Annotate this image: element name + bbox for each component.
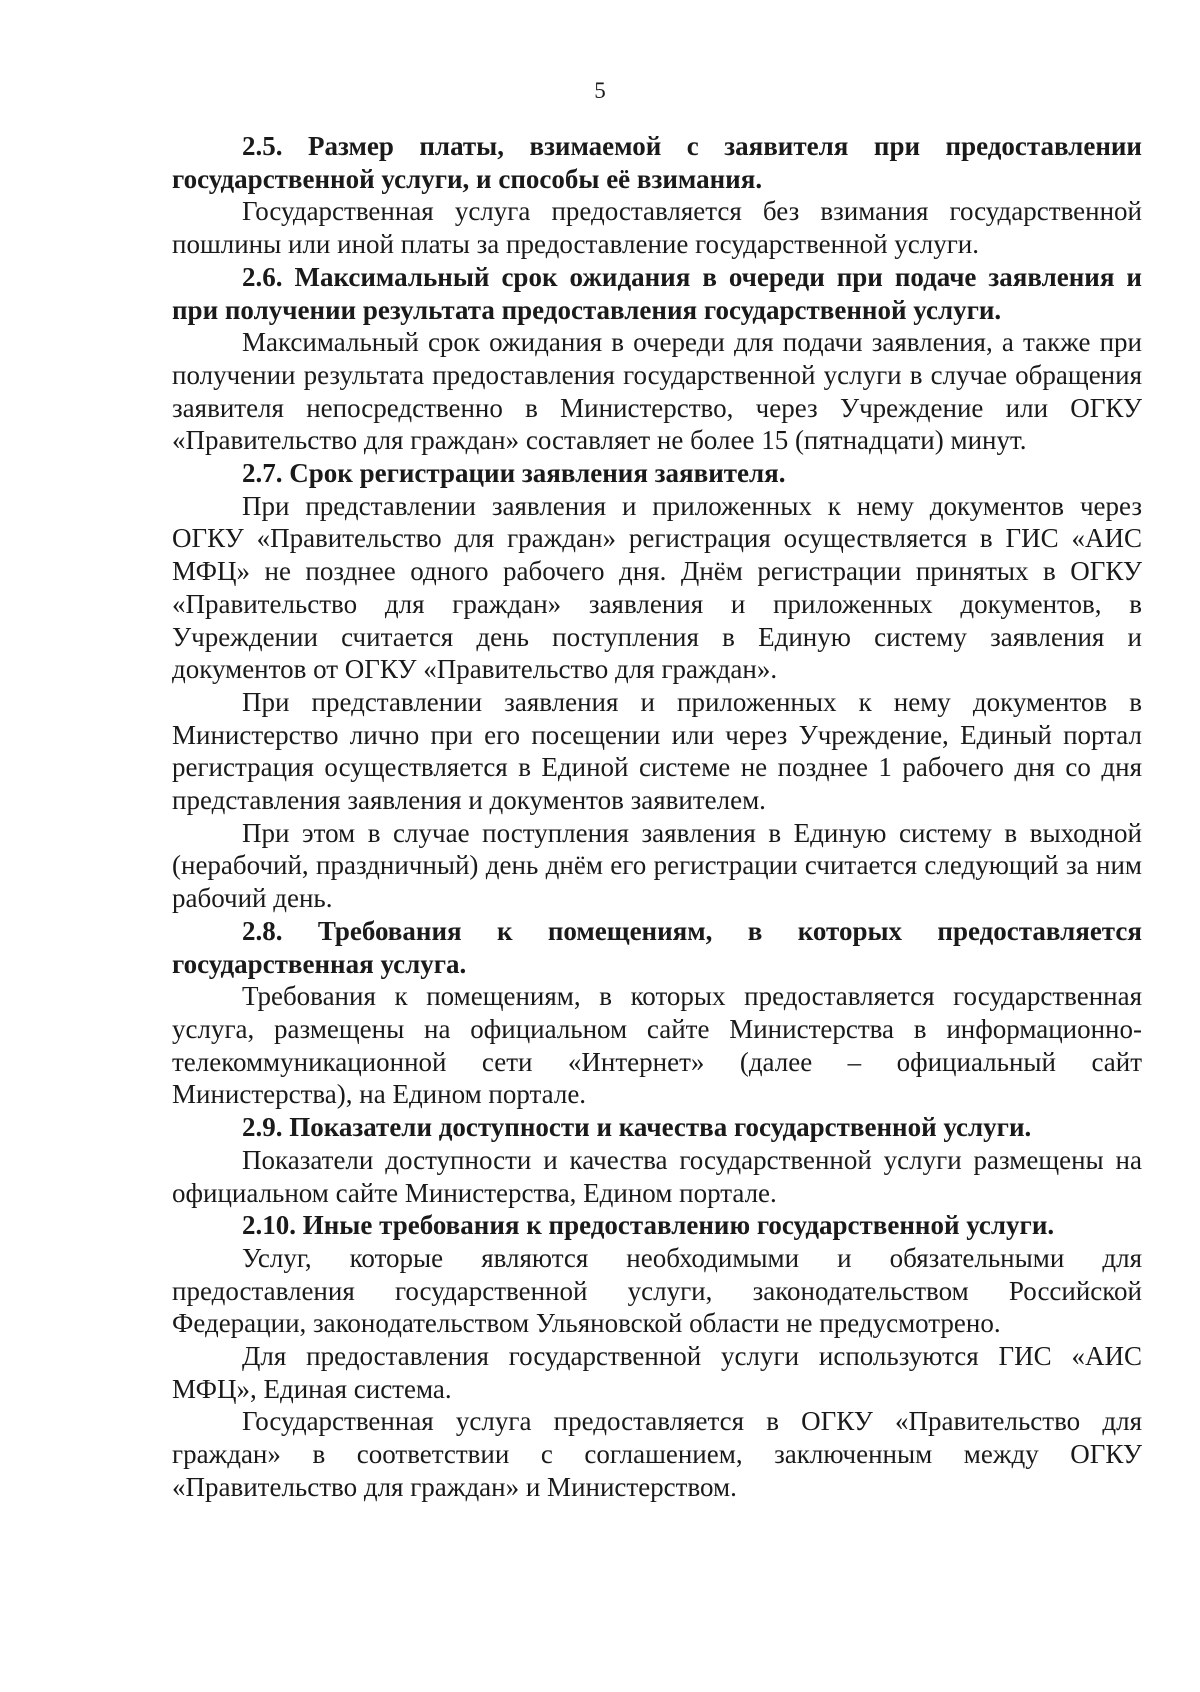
document-body: [172, 130, 1142, 1504]
section-paragraph: Государственная услуга предоставляется в ОГКУ «Правительство для граждан» в соответствии с соглашением, заключенным между ОГКУ «Правительство для граждан» и Министерством.: [172, 1406, 1142, 1502]
section-heading-2-8: 2.8. Требования к помещениям, в которых предоставляется государственная услуга.: [172, 915, 1142, 979]
section-paragraph: Услуг, которые являются необходимыми и обязательными для предоставления государственной услуги, законодательством Российской Федерации, законодательством Ульяновской области не предусмотрено.: [172, 1242, 1142, 1339]
section-paragraph: Для предоставления государственной услуги используются ГИС «АИС МФЦ», Единая система.: [172, 1341, 1142, 1404]
page-number: 5: [594, 78, 606, 103]
section-heading-2-6: 2.6. Максимальный срок ожидания в очереди при подаче заявления и при получении результата предоставления государственной услуги.: [172, 261, 1142, 325]
section-paragraph: Максимальный срок ожидания в очереди для подачи заявления, а также при получении результата предоставления государственной услуги в случае обращения заявителя непосредственно в Министерство, через Учреждение или ОГКУ «Правительство для граждан» составляет не более 15 (пятнадцати) минут.: [172, 327, 1142, 456]
section-heading-2-7: 2.7. Срок регистрации заявления заявителя.: [242, 458, 786, 489]
section-heading-2-9: 2.9. Показатели доступности и качества государственной услуги.: [242, 1112, 1032, 1143]
section-paragraph: Требования к помещениям, в которых предоставляется государственная услуга, размещены на официальном сайте Министерства в информационно-телекоммуникационной сети «Интернет» (далее – официальный сайт Министерства), на Едином портале.: [172, 981, 1142, 1110]
section-paragraph: При этом в случае поступления заявления в Единую систему в выходной (нерабочий, праздничный) день днём его регистрации считается следующий за ним рабочий день.: [172, 817, 1142, 914]
section-paragraph: При представлении заявления и приложенных к нему документов через ОГКУ «Правительство для граждан» регистрация осуществляется в ГИС «АИС МФЦ» не позднее одного рабочего дня. Днём регистрации принятых в ОГКУ «Правительство для граждан» заявления и приложенных документов, в Учреждении считается день поступления в Единую систему заявления и документов от ОГКУ «Правительство для граждан».: [172, 490, 1142, 685]
section-heading-2-10: 2.10. Иные требования к предоставлению государственной услуги.: [242, 1210, 1055, 1241]
section-paragraph: Показатели доступности и качества государственной услуги размещены на официальном сайте Министерства, Едином портале.: [172, 1144, 1142, 1208]
section-heading-2-5: 2.5. Размер платы, взимаемой с заявителя при предоставлении государственной услуги, и способы её взимания.: [172, 131, 1142, 194]
section-paragraph: При представлении заявления и приложенных к нему документов в Министерство лично при его посещении или через Учреждение, Единый портал регистрация осуществляется в Единой системе не позднее 1 рабочего дня со дня представления заявления и документов заявителем.: [172, 686, 1142, 816]
section-paragraph: Государственная услуга предоставляется без взимания государственной пошлины или иной платы за предоставление государственной услуги.: [172, 196, 1142, 260]
